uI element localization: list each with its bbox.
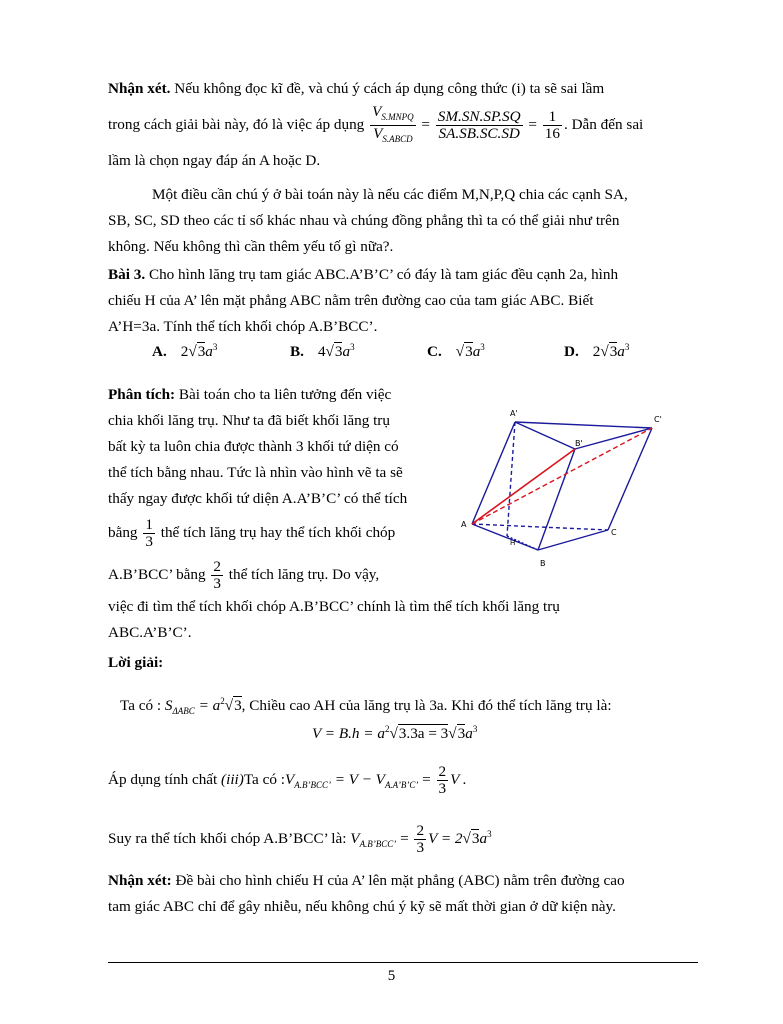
solution-line1: Ta có : $S_{\Delta ABC} = a^2√3$, Chiều cao AH của lăng trụ là 3a. Khi đó thể tích lăng trụ là: — [120, 696, 612, 717]
fraction-segments: $\frac{SM.SN.SP.SQ}{SA.SB.SC.SD}$ — [437, 108, 521, 143]
remark-line3: lầm là chọn ngay đáp án A hoặc D. — [108, 152, 321, 169]
label-a: A — [461, 520, 467, 529]
solution-title: Lời giải: — [108, 654, 164, 671]
prism-figure — [460, 402, 680, 572]
remark-line1: Nếu không đọc kĩ đề, và chú ý cách áp dụng công thức (i) ta sẽ sai lầm — [170, 80, 605, 97]
solution-line4: Suy ra thể tích khối chóp A.B’BCC’ là: $V_{A.B’BCC’}$ = $\frac{2}{3}$ $V = 2√3a^3$ — [108, 822, 492, 857]
solution-line3: Áp dụng tính chất (iii)Ta có $:V_{A.B’BCC’} = V - V_{A.A’B’C’}$ = $\frac{2}{3}$ V . — [108, 763, 467, 798]
footer-divider — [108, 962, 698, 963]
label-b-prime: B' — [575, 439, 583, 448]
remark-paragraph: Nhận xét. Nếu không đọc kĩ đề, và chú ý cách áp dụng công thức (i) ta sẽ sai lầm trong cách giải bài này, đó là việc áp dụng $\frac{V_{S.MNPQ}}{V_{S.ABCD}}$ = $\frac{SM.SN.SP.SQ}{SA.SB.SC.SD}$ = $\frac{1}{16}$ . Dẫn đến sai lầm là chọn ngay đáp án A hoặc D. — [108, 76, 697, 174]
answer-b: B. $4√3a^3$ — [290, 342, 355, 361]
problem-3-lead: Bài 3. — [108, 266, 146, 283]
label-b: B — [540, 559, 546, 568]
note-paragraph: Một điều cần chú ý ở bài toán này là nếu các điểm M,N,P,Q chia các cạnh SA, SB, SC, SD theo các tỉ số khác nhau và chúng đồng phẳng thì ta có thể giải như trên không. Nếu không thì cần thêm yếu tố gì nữa?. — [108, 186, 628, 255]
answer-d: D. $2√3a^3$ — [564, 342, 630, 361]
fraction-one-sixteenth: $\frac{1}{16}$ — [544, 108, 560, 143]
answer-a: A. $2√3a^3$ — [152, 342, 218, 361]
problem-3: Bài 3. Cho hình lăng trụ tam giác ABC.A’B’C’ có đáy là tam giác đều cạnh 2a, hình chiếu H của A’ lên mặt phẳng ABC nằm trên đường cao của tam giác ABC. Biết A’H=3a. Tính thể tích khối chóp A.B’BCC’. — [108, 266, 619, 335]
solution-line2: $V = B.h = a^2√3.3a = 3√3a^3$ — [312, 724, 478, 743]
label-a-prime: A' — [510, 409, 518, 418]
remark-line2: trong cách giải bài này, đó là việc áp dụng — [108, 116, 365, 134]
final-remark: Nhận xét: Đề bài cho hình chiếu H của A’ lên mặt phẳng (ABC) nằm trên đường cao tam giác ABC chỉ để gây nhiễu, nếu không chú ý kỹ sẽ mất thời gian ở dữ kiện này. — [108, 872, 625, 915]
fraction-volume-ratio: $\frac{V_{S.MNPQ}}{V_{S.ABCD}}$ — [372, 103, 414, 145]
remark-lead: Nhận xét. — [108, 80, 171, 97]
page-number: 5 — [387, 968, 396, 984]
answer-c: C. $√3a^3$ — [427, 342, 485, 361]
label-c-prime: C' — [654, 415, 662, 424]
analysis-continued: việc đi tìm thể tích khối chóp A.B’BCC’ chính là tìm thể tích khối lăng trụ ABC.A’B’C’. — [108, 598, 560, 641]
analysis-paragraph: Phân tích: Bài toán cho ta liên tưởng đến việc chia khối lăng trụ. Như ta đã biết khối lăng trụ bất kỳ ta luôn chia được thành 3 khối tứ diện có thể tích bằng nhau. Tức là nhìn vào hình vẽ ta sẽ thấy ngay được khối tứ diện A.A’B’C’ có thể tích bằng $\frac{1}{3}$ thể tích lăng trụ hay thể tích khối chóp A.B’BCC’ bằng $\frac{2}{3}$ thể tích lăng trụ. Do vậy, — [108, 386, 408, 593]
label-c: C — [611, 528, 617, 537]
label-h: H — [510, 539, 516, 547]
